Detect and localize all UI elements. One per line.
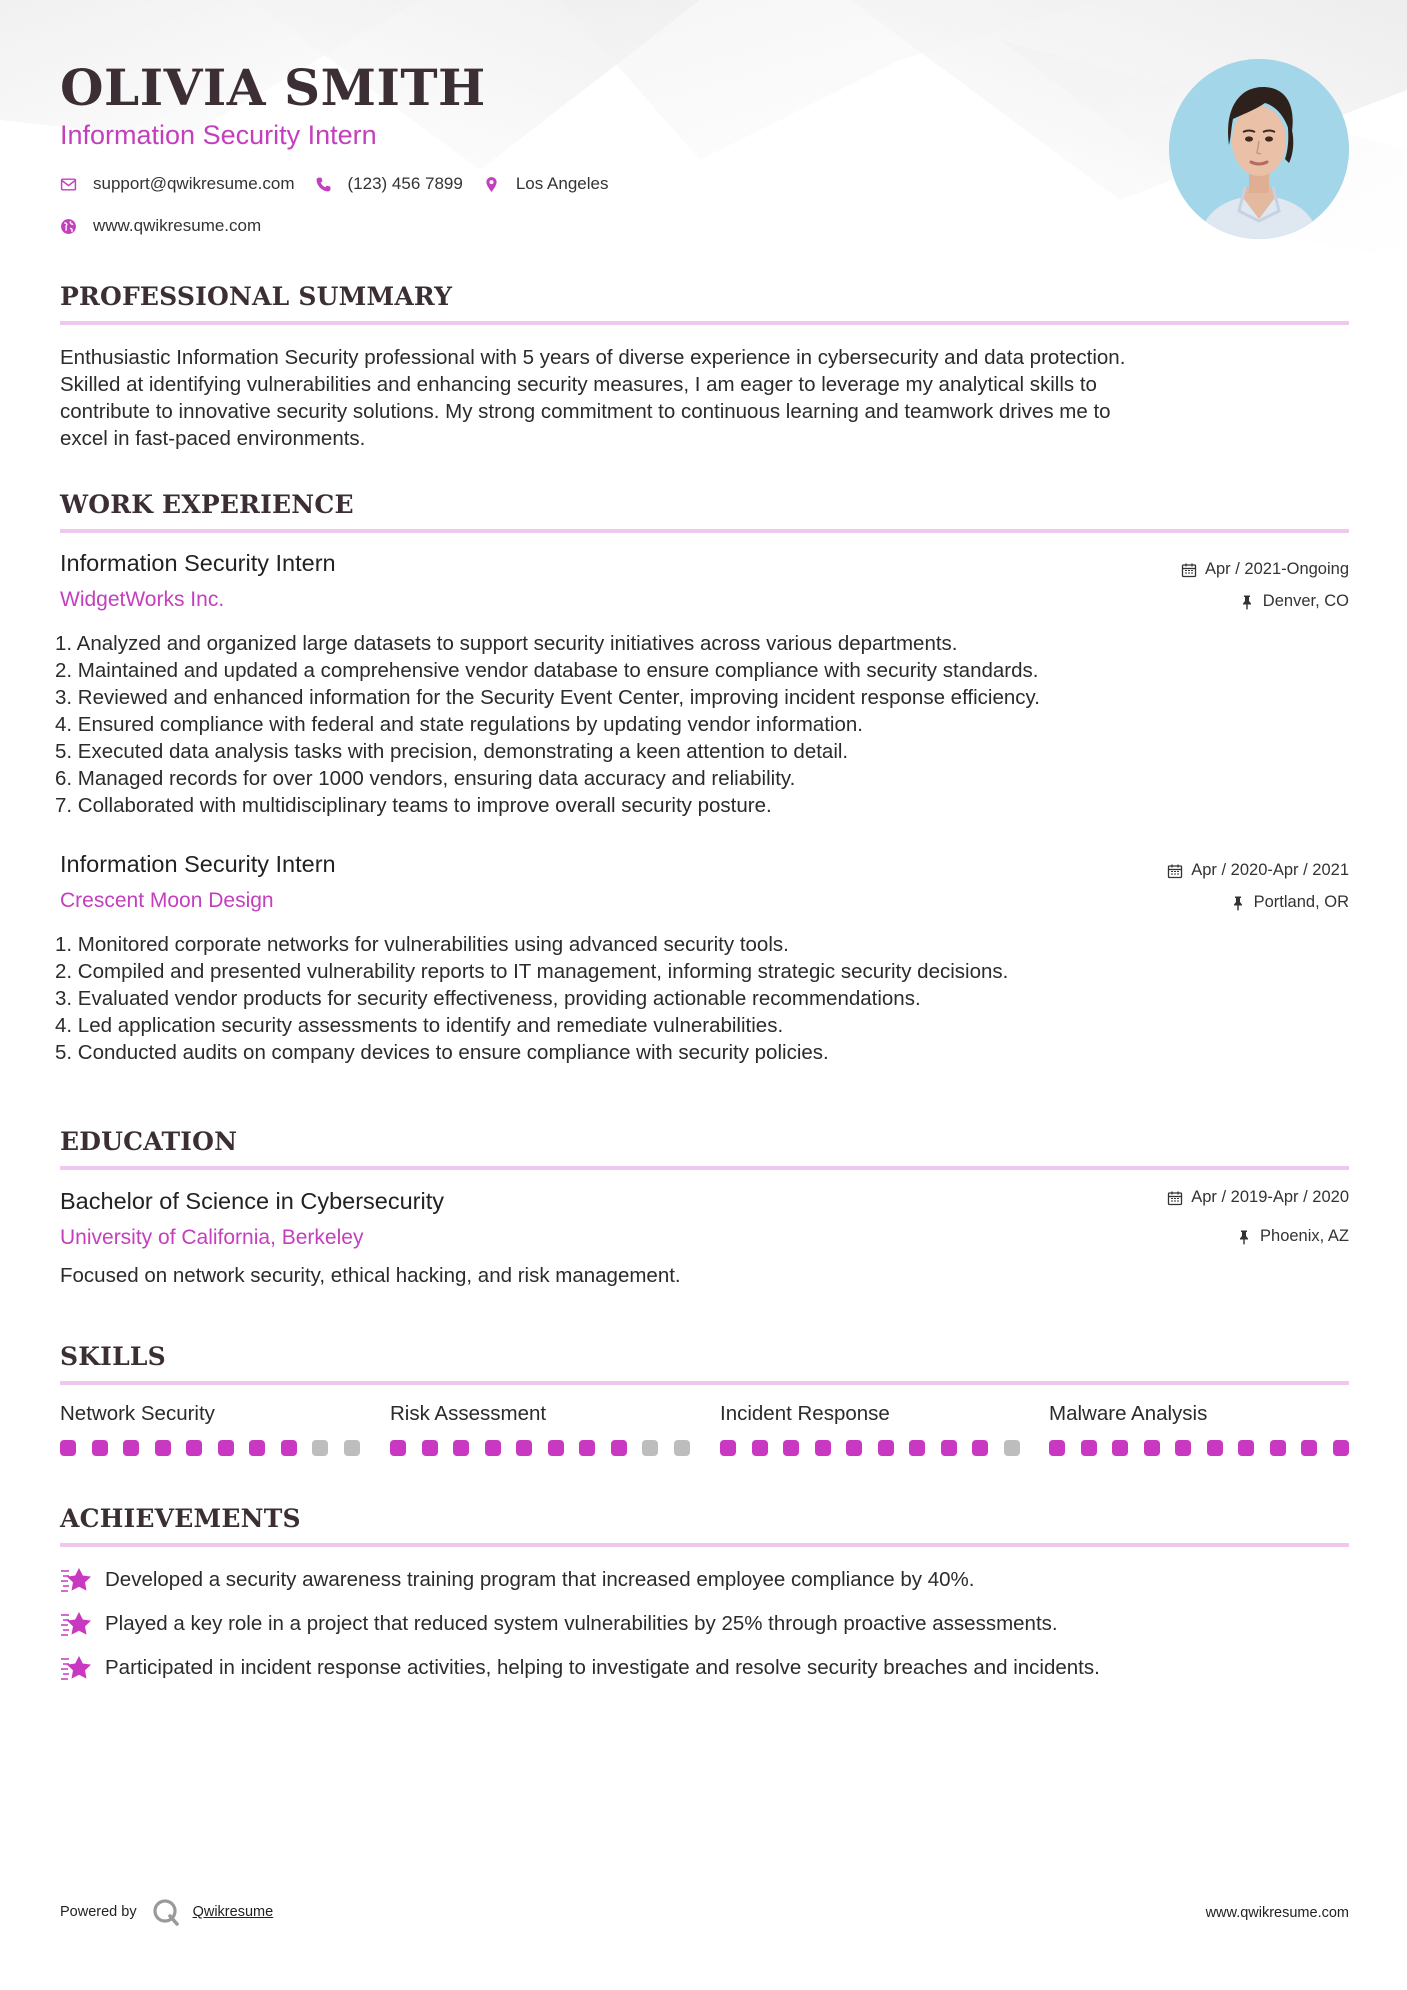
rating-dot-filled xyxy=(815,1440,831,1456)
rating-dot-filled xyxy=(1112,1440,1128,1456)
star-icon xyxy=(60,1610,93,1638)
rating-dot-filled xyxy=(941,1440,957,1456)
list-item: 7. Collaborated with multidisciplinary teams to improve overall security posture. xyxy=(55,794,772,817)
rating-dot-filled xyxy=(60,1440,76,1456)
summary-line: Skilled at identifying vulnerabilities and enhancing security measures, I am eager to leverage my analytical skills to xyxy=(60,373,1097,396)
star-icon xyxy=(60,1654,93,1682)
achievement-text: Participated in incident response activities, helping to investigate and resolve security breaches and incidents. xyxy=(105,1656,1100,1679)
skill-rating xyxy=(60,1440,360,1456)
rating-dot-filled xyxy=(783,1440,799,1456)
rating-dot-filled xyxy=(909,1440,925,1456)
skills-heading: SKILLS xyxy=(60,1342,166,1371)
rating-dot-filled xyxy=(1333,1440,1349,1456)
job-title: Information Security Intern xyxy=(60,851,336,877)
job-location-text: Denver, CO xyxy=(1262,592,1349,610)
job-location-text: Portland, OR xyxy=(1253,893,1349,911)
list-item: 1. Analyzed and organized large datasets to support security initiatives across various departments. xyxy=(55,632,958,655)
rating-dot-filled xyxy=(611,1440,627,1456)
contact-website[interactable] xyxy=(60,216,261,236)
skill-rating xyxy=(720,1440,1020,1456)
rating-dot-filled xyxy=(92,1440,108,1456)
rating-dot-filled xyxy=(1175,1440,1191,1456)
rating-dot-filled xyxy=(1144,1440,1160,1456)
rating-dot-filled xyxy=(281,1440,297,1456)
job-bullets xyxy=(55,931,1008,1066)
achievement-item xyxy=(60,1566,974,1594)
skill-item xyxy=(720,1402,1020,1456)
job-location xyxy=(1239,592,1349,611)
rating-dot-empty xyxy=(1004,1440,1020,1456)
rating-dot-filled xyxy=(1049,1440,1065,1456)
list-item: 2. Compiled and presented vulnerability reports to IT management, informing strategic security decisions. xyxy=(55,960,1009,983)
rating-dot-filled xyxy=(752,1440,768,1456)
job-company: WidgetWorks Inc. xyxy=(60,588,225,611)
rating-dot-filled xyxy=(972,1440,988,1456)
calendar-icon xyxy=(1167,1190,1183,1206)
school-name: University of California, Berkeley xyxy=(60,1226,364,1249)
contact-email[interactable] xyxy=(60,174,295,194)
experience-divider xyxy=(60,529,1349,533)
rating-dot-filled xyxy=(579,1440,595,1456)
rating-dot-empty xyxy=(642,1440,658,1456)
candidate-name: OLIVIA SMITH xyxy=(60,58,486,117)
qwikresume-link[interactable]: Qwikresume xyxy=(192,1904,274,1920)
skill-item xyxy=(1049,1402,1349,1456)
powered-by-text: Powered by xyxy=(60,1904,137,1920)
education-dates-text: Apr / 2019-Apr / 2020 xyxy=(1191,1188,1349,1206)
list-item: 5. Conducted audits on company devices to ensure compliance with security policies. xyxy=(55,1041,829,1064)
website-row xyxy=(60,216,281,236)
job-title: Information Security Intern xyxy=(60,550,336,576)
education-description: Focused on network security, ethical hacking, and risk management. xyxy=(60,1264,681,1287)
rating-dot-filled xyxy=(422,1440,438,1456)
list-item: 5. Executed data analysis tasks with precision, demonstrating a keen attention to detail. xyxy=(55,740,849,763)
rating-dot-filled xyxy=(720,1440,736,1456)
avatar xyxy=(1169,59,1349,239)
rating-dot-filled xyxy=(1238,1440,1254,1456)
job-bullets xyxy=(55,630,1040,819)
rating-dot-filled xyxy=(846,1440,862,1456)
list-item: 3. Reviewed and enhanced information for the Security Event Center, improving incident response efficiency. xyxy=(55,686,1040,709)
list-item: 2. Maintained and updated a comprehensive vendor database to ensure compliance with security standards. xyxy=(55,659,1039,682)
pushpin-icon xyxy=(1230,895,1246,911)
qwikresume-logo-icon xyxy=(151,1897,181,1927)
profile-photo xyxy=(1169,59,1349,239)
location-text: Los Angeles xyxy=(515,174,609,193)
pushpin-icon xyxy=(1239,594,1255,610)
rating-dot-filled xyxy=(155,1440,171,1456)
skill-name: Risk Assessment xyxy=(390,1402,547,1425)
rating-dot-filled xyxy=(1270,1440,1286,1456)
list-item: 4. Ensured compliance with federal and state regulations by updating vendor information. xyxy=(55,713,863,736)
skill-name: Network Security xyxy=(60,1402,215,1425)
achievements-divider xyxy=(60,1543,1349,1547)
contact-row xyxy=(60,174,628,194)
job-dates xyxy=(1181,560,1349,579)
calendar-icon xyxy=(1181,562,1197,578)
summary-text xyxy=(60,344,1349,452)
star-icon xyxy=(60,1566,93,1594)
experience-heading: WORK EXPERIENCE xyxy=(60,490,354,519)
job-dates xyxy=(1167,861,1349,880)
summary-line: excel in fast-paced environments. xyxy=(60,427,366,450)
education-dates xyxy=(1167,1188,1349,1207)
education-heading: EDUCATION xyxy=(60,1127,238,1156)
phone-icon xyxy=(315,176,332,193)
footer-website-link[interactable]: www.qwikresume.com xyxy=(1205,1905,1349,1921)
rating-dot-filled xyxy=(516,1440,532,1456)
education-divider xyxy=(60,1166,1349,1170)
rating-dot-filled xyxy=(390,1440,406,1456)
globe-icon xyxy=(60,218,77,235)
skill-rating xyxy=(390,1440,690,1456)
job-location xyxy=(1230,893,1349,912)
contact-location xyxy=(483,174,609,194)
contact-phone[interactable] xyxy=(315,174,463,194)
rating-dot-filled xyxy=(485,1440,501,1456)
summary-line: Enthusiastic Information Security professional with 5 years of diverse experience in cybersecurity and data protection. xyxy=(60,346,1126,369)
rating-dot-filled xyxy=(878,1440,894,1456)
education-location xyxy=(1236,1227,1349,1246)
degree-title: Bachelor of Science in Cybersecurity xyxy=(60,1188,445,1214)
rating-dot-filled xyxy=(123,1440,139,1456)
website-text: www.qwikresume.com xyxy=(93,216,262,235)
rating-dot-empty xyxy=(312,1440,328,1456)
footer-branding xyxy=(60,1897,273,1927)
skill-name: Malware Analysis xyxy=(1049,1402,1208,1425)
rating-dot-filled xyxy=(1207,1440,1223,1456)
envelope-icon xyxy=(60,176,77,193)
rating-dot-filled xyxy=(249,1440,265,1456)
summary-divider xyxy=(60,321,1349,325)
education-location-text: Phoenix, AZ xyxy=(1260,1227,1349,1245)
skill-name: Incident Response xyxy=(720,1402,890,1425)
achievement-text: Developed a security awareness training program that increased employee compliance by 40%. xyxy=(105,1568,975,1591)
list-item: 1. Monitored corporate networks for vulnerabilities using advanced security tools. xyxy=(55,933,789,956)
skill-item xyxy=(60,1402,360,1456)
achievement-item xyxy=(60,1610,1058,1638)
rating-dot-filled xyxy=(1301,1440,1317,1456)
rating-dot-filled xyxy=(453,1440,469,1456)
email-text: support@qwikresume.com xyxy=(93,174,295,193)
achievement-item xyxy=(60,1654,1100,1682)
skill-rating xyxy=(1049,1440,1349,1456)
list-item: 4. Led application security assessments to identify and remediate vulnerabilities. xyxy=(55,1014,784,1037)
pushpin-icon xyxy=(1236,1229,1252,1245)
rating-dot-filled xyxy=(548,1440,564,1456)
achievements-heading: ACHIEVEMENTS xyxy=(60,1504,301,1533)
phone-text: (123) 456 7899 xyxy=(347,174,463,193)
skills-divider xyxy=(60,1381,1349,1385)
candidate-role: Information Security Intern xyxy=(60,120,377,150)
list-item: 6. Managed records for over 1000 vendors, ensuring data accuracy and reliability. xyxy=(55,767,796,790)
rating-dot-filled xyxy=(218,1440,234,1456)
summary-line: contribute to innovative security solutions. My strong commitment to continuous learning and teamwork drives me to xyxy=(60,400,1111,423)
rating-dot-filled xyxy=(1081,1440,1097,1456)
map-pin-icon xyxy=(483,176,500,193)
list-item: 3. Evaluated vendor products for security effectiveness, providing actionable recommendations. xyxy=(55,987,921,1010)
summary-heading: PROFESSIONAL SUMMARY xyxy=(60,282,453,311)
skill-item xyxy=(390,1402,690,1456)
achievement-text: Played a key role in a project that reduced system vulnerabilities by 25% through proactive assessments. xyxy=(105,1612,1058,1635)
calendar-icon xyxy=(1167,863,1183,879)
job-company: Crescent Moon Design xyxy=(60,889,274,912)
rating-dot-empty xyxy=(344,1440,360,1456)
rating-dot-empty xyxy=(674,1440,690,1456)
job-dates-text: Apr / 2020-Apr / 2021 xyxy=(1191,861,1349,879)
rating-dot-filled xyxy=(186,1440,202,1456)
job-dates-text: Apr / 2021-Ongoing xyxy=(1204,560,1349,578)
